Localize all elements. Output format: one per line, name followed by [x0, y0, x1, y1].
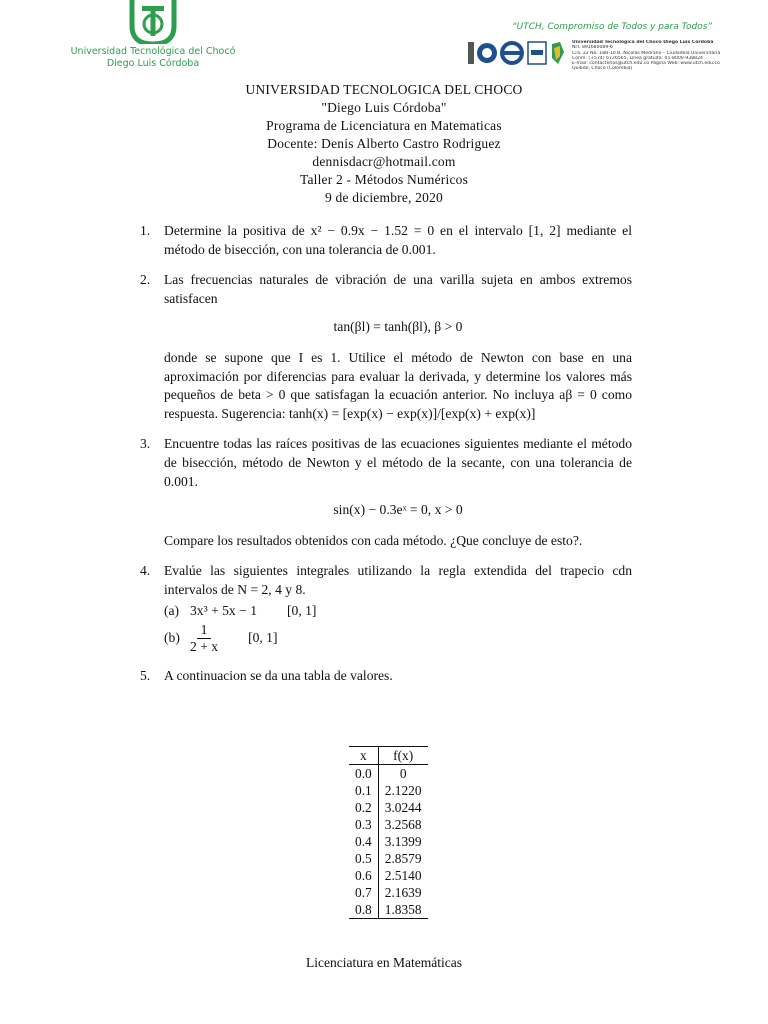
- table-row: [349, 816, 428, 833]
- exercise-number: 5.: [140, 668, 151, 684]
- exercise-number: 4.: [140, 563, 151, 579]
- title-university-subname: "Diego Luis Córdoba": [321, 100, 447, 115]
- exercise-list: [140, 222, 632, 698]
- table-cell: 0.2: [349, 799, 378, 816]
- table-row: [349, 765, 428, 783]
- table-cell: 1.8358: [378, 901, 427, 919]
- table-cell: 0.8: [349, 901, 378, 919]
- contact-line: NIT. 891680089-6: [572, 45, 613, 51]
- exercise-number: 1.: [140, 223, 151, 238]
- title-email: dennisdacr@hotmail.com: [312, 154, 456, 169]
- table-row: [349, 884, 428, 901]
- table-row: [349, 850, 428, 867]
- fraction-denominator: 2 + x: [190, 639, 219, 655]
- university-name: [58, 46, 248, 70]
- title-teacher: Docente: Denis Alberto Castro Rodriguez: [267, 136, 501, 151]
- page-header: [0, 0, 768, 82]
- interval: [0, 1]: [287, 602, 317, 618]
- interval: [0, 1]: [248, 630, 278, 646]
- table-row: [349, 833, 428, 850]
- table-header-row: [349, 747, 428, 765]
- university-name-line2: Diego Luis Córdoba: [106, 58, 200, 69]
- fraction-numerator: 1: [197, 622, 212, 639]
- contact-line: Conm: (+574) 6726565, Línea gratuita: 01-8000-938824: [572, 55, 703, 61]
- exercise-number: 2.: [140, 272, 151, 288]
- table-cell: 0.0: [349, 765, 378, 783]
- table-cell: 3.1399: [384, 834, 422, 849]
- exercise-text: A continuacion se da una tabla de valores.: [164, 668, 393, 684]
- exercise-text: Evalúe las siguientes integrales utilizando la regla extendida del trapecio cdn intervalos de N = 2, 4 y 8.: [164, 563, 632, 597]
- utch-logo-icon: [118, 0, 188, 44]
- contact-line: Quibdó, Chocó (Colombia): [572, 66, 633, 72]
- table-row: [349, 799, 428, 816]
- table-cell: 0.6: [349, 867, 378, 884]
- exercise-text: Compare los resultados obtenidos con cada método. ¿Que concluye de esto?.: [164, 532, 583, 548]
- page-footer: Licenciatura en Matemáticas: [306, 955, 462, 970]
- university-name-line1: Universidad Tecnológica del Chocó: [70, 46, 236, 57]
- table-header: f(x): [378, 747, 427, 765]
- exercise-4: [140, 562, 632, 655]
- exercise-5: [140, 667, 632, 686]
- slogan: “UTCH, Compromiso de Todos y para Todos”: [512, 22, 713, 32]
- integrand: 3x³ + 5x − 1: [190, 602, 257, 618]
- fraction: [190, 622, 218, 655]
- sub-label: (a): [164, 602, 180, 618]
- contact-info: [572, 40, 762, 72]
- table-cell: 0.4: [349, 833, 378, 850]
- table-row: [349, 867, 428, 884]
- title-block: [0, 81, 768, 207]
- contact-line: Cra. 22 No. 18B-10 B. Nicolás Medrano – Ciudadela Universitaria: [572, 50, 721, 56]
- exercise-text: Encuentre todas las raíces positivas de las ecuaciones siguientes mediante el método de bisección, método de Newton y el método de la secante, con una tolerancia de 0.001.: [164, 436, 632, 489]
- exercise-2: [140, 271, 632, 423]
- equation: sin(x) − 0.3eˣ = 0, x > 0: [333, 502, 463, 518]
- contact-line: E-mail: contactenos@utch.edu.co Página Web: www.utch.edu.co: [572, 61, 720, 67]
- exercise-4a: [164, 602, 632, 621]
- exercise-4b: [164, 622, 632, 655]
- table-cell: 0.7: [349, 884, 378, 901]
- contact-line: Universidad Tecnológica del Chocó Diego Luis Córdoba: [572, 40, 714, 45]
- title-university: UNIVERSIDAD TECNOLOGICA DEL CHOCO: [245, 82, 523, 97]
- title-program: Programa de Licenciatura en Matematicas: [266, 118, 502, 133]
- table-cell: 2.5140: [384, 868, 422, 883]
- exercise-1: [140, 222, 632, 259]
- title-workshop: Taller 2 - Métodos Numéricos: [299, 172, 469, 187]
- sub-label: (b): [164, 630, 180, 646]
- table-cell: 2.1639: [384, 885, 422, 900]
- exercise-3: [140, 435, 632, 550]
- table-row: [349, 901, 428, 919]
- exercise-text: Determine la positiva de x² − 0.9x − 1.52 = 0 en el intervalo [1, 2] mediante el método de bisección, con una tolerancia de 0.001.: [164, 223, 632, 257]
- table-row: [349, 782, 428, 799]
- equation: tan(βl) = tanh(βl), β > 0: [333, 319, 463, 335]
- table-cell: 0.5: [349, 850, 378, 867]
- table-cell: 0: [399, 766, 407, 781]
- exercise-text: Las frecuencias naturales de vibración de una varilla sujeta en ambos extremos satisfacen: [164, 272, 632, 306]
- exercise-number: 3.: [140, 436, 151, 452]
- certification-logos-icon: [468, 38, 570, 74]
- table-cell: 3.2568: [384, 817, 422, 832]
- table-cell: 2.8579: [384, 851, 422, 866]
- table-cell: 3.0244: [384, 800, 422, 815]
- title-date: 9 de diciembre, 2020: [325, 190, 443, 205]
- table-cell: 0.1: [349, 782, 378, 799]
- exercise-text: donde se supone que I es 1. Utilice el método de Newton con base en una aproximación por diferencias para evaluar la derivada, y determine los valores más pequeños de beta > 0 que satisfagan la ecuación anterior. No incluya aβ = 0 como respuesta. Sugerencia: tanh(x) = [exp(x) − exp(x)]/[exp(x) + exp(x)]: [164, 349, 632, 421]
- values-table: [349, 746, 428, 919]
- table-header: x: [349, 747, 378, 765]
- table-cell: 0.3: [349, 816, 378, 833]
- table-cell: 2.1220: [384, 783, 422, 798]
